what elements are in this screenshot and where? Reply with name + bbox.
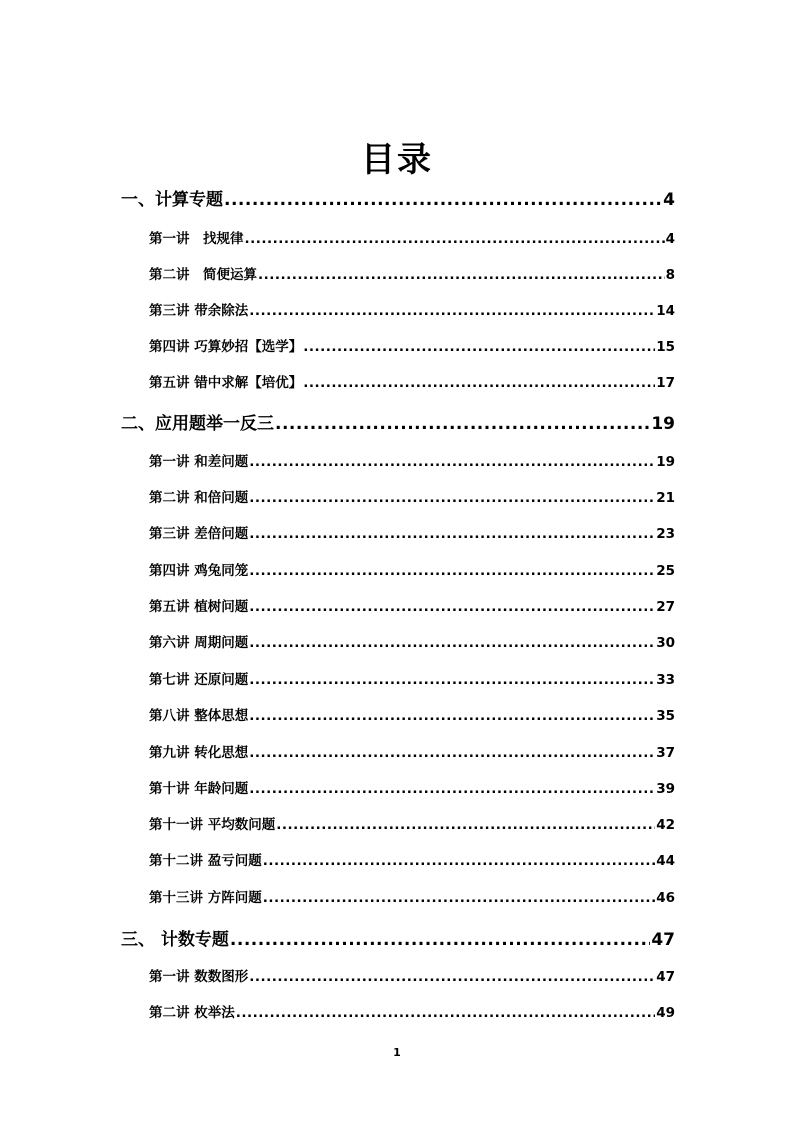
toc-entry-label: 第五讲 植树问题: [149, 599, 249, 615]
toc-lecture-row[interactable]: [149, 595, 675, 615]
toc-page-number: 27: [656, 599, 675, 615]
toc-lecture-row[interactable]: [149, 227, 675, 247]
toc-lecture-row[interactable]: [149, 741, 675, 761]
toc-entry-label: 第三讲 带余除法: [149, 303, 249, 319]
toc-entry-label: 第十讲 年龄问题: [149, 781, 249, 797]
toc-entry-label: 第一讲 数数图形: [149, 969, 249, 985]
dot-leader: [249, 672, 655, 688]
toc-page-number: 23: [656, 526, 675, 542]
toc-page-number: 25: [656, 563, 675, 579]
toc-page-number: 14: [656, 303, 675, 319]
toc-entry-label: 三、 计数专题: [121, 930, 229, 950]
toc-lecture-row[interactable]: [149, 668, 675, 688]
toc-lecture-row[interactable]: [149, 522, 675, 542]
toc-page-number: 47: [651, 930, 675, 950]
toc-entry-label: 第十二讲 盈亏问题: [149, 853, 262, 869]
dot-leader: [263, 853, 656, 869]
dot-leader: [245, 231, 665, 247]
dot-leader: [249, 599, 655, 615]
toc-page-number: 37: [656, 745, 675, 761]
toc-entry-label: 第十一讲 平均数问题: [149, 817, 276, 833]
toc-entry-label: 第八讲 整体思想: [149, 708, 249, 724]
toc-page-number: 47: [656, 969, 675, 985]
toc-page-number: 42: [656, 817, 675, 833]
dot-leader: [224, 190, 662, 210]
dot-leader: [249, 969, 655, 985]
toc-entry-label: 第二讲 和倍问题: [149, 490, 249, 506]
toc-lecture-row[interactable]: [149, 335, 675, 355]
toc-entry-label: 第六讲 周期问题: [149, 635, 249, 651]
dot-leader: [249, 490, 655, 506]
toc-page-number: 4: [663, 190, 675, 210]
dot-leader: [249, 745, 655, 761]
toc-entry-label: 第二讲 简便运算: [149, 267, 257, 283]
toc-entry-label: 第三讲 差倍问题: [149, 526, 249, 542]
toc-page-number: 49: [656, 1005, 675, 1021]
dot-leader: [249, 781, 655, 797]
toc-lecture-row[interactable]: [149, 849, 675, 869]
toc-page-number: 8: [665, 267, 675, 283]
toc-lecture-row[interactable]: [149, 371, 675, 391]
page-number: 1: [393, 1046, 401, 1059]
page-title: 目录: [361, 140, 433, 180]
toc-entry-label: 第一讲 和差问题: [149, 454, 249, 470]
dot-leader: [249, 563, 655, 579]
toc-entry-label: 第四讲 巧算妙招【选学】: [149, 339, 303, 355]
toc-page-number: 15: [656, 339, 675, 355]
toc-entry-label: 二、应用题举一反三: [121, 414, 274, 434]
dot-leader: [236, 1005, 656, 1021]
toc-lecture-row[interactable]: [149, 777, 675, 797]
toc-page-number: 35: [656, 708, 675, 724]
toc-entry-label: 第十三讲 方阵问题: [149, 890, 262, 906]
toc-lecture-row[interactable]: [149, 450, 675, 470]
toc-page-number: 33: [656, 672, 675, 688]
dot-leader: [249, 526, 655, 542]
toc-entry-label: 第一讲 找规律: [149, 231, 244, 247]
dot-leader: [249, 454, 655, 470]
dot-leader: [276, 817, 655, 833]
toc-section-row[interactable]: [121, 409, 675, 434]
toc-page-number: 17: [656, 375, 675, 391]
toc-entry-label: 一、计算专题: [121, 190, 223, 210]
dot-leader: [303, 375, 655, 391]
toc-lecture-row[interactable]: [149, 965, 675, 985]
dot-leader: [249, 635, 655, 651]
toc-lecture-row[interactable]: [149, 559, 675, 579]
toc-entry-label: 第二讲 枚举法: [149, 1005, 235, 1021]
toc-page-number: 19: [651, 414, 675, 434]
toc-lecture-row[interactable]: [149, 704, 675, 724]
toc-lecture-row[interactable]: [149, 486, 675, 506]
toc-page-number: 30: [656, 635, 675, 651]
toc-page-number: 21: [656, 490, 675, 506]
dot-leader: [249, 303, 655, 319]
dot-leader: [230, 930, 650, 950]
toc-lecture-row[interactable]: [149, 299, 675, 319]
toc-lecture-row[interactable]: [149, 1001, 675, 1021]
toc-lecture-row[interactable]: [149, 263, 675, 283]
toc-lecture-row[interactable]: [149, 886, 675, 906]
dot-leader: [258, 267, 665, 283]
toc-page-number: 4: [665, 231, 675, 247]
dot-leader: [303, 339, 655, 355]
toc-section-row[interactable]: [121, 925, 675, 950]
toc-entry-label: 第五讲 错中求解【培优】: [149, 375, 303, 391]
toc-page-number: 39: [656, 781, 675, 797]
toc-section-row[interactable]: [121, 185, 675, 210]
dot-leader: [275, 414, 650, 434]
toc-entry-label: 第七讲 还原问题: [149, 672, 249, 688]
toc-page-number: 19: [656, 454, 675, 470]
toc-lecture-row[interactable]: [149, 631, 675, 651]
toc-entry-label: 第九讲 转化思想: [149, 745, 249, 761]
toc-entry-label: 第四讲 鸡兔同笼: [149, 563, 249, 579]
toc-page-number: 44: [656, 853, 675, 869]
toc-page-number: 46: [656, 890, 675, 906]
dot-leader: [249, 708, 655, 724]
toc-lecture-row[interactable]: [149, 813, 675, 833]
dot-leader: [263, 890, 656, 906]
